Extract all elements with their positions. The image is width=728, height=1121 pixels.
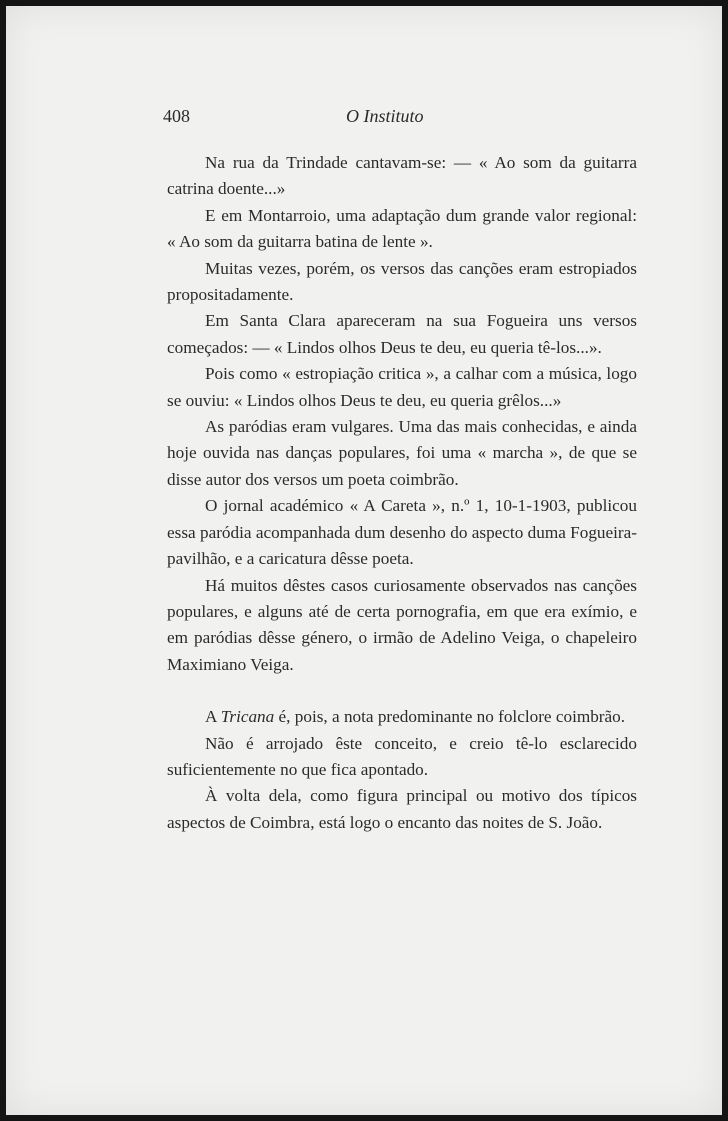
book-page bbox=[6, 6, 722, 1115]
tricana-paragraph bbox=[167, 704, 637, 730]
paragraph: Não é arrojado êste conceito, e creio tê-lo esclarecido suficientemente no que fica apontado. bbox=[167, 733, 637, 779]
paragraph: Muitas vezes, porém, os versos das canções eram estropiados propositadamente. bbox=[167, 258, 637, 305]
section-gap bbox=[167, 678, 637, 704]
running-title: O Instituto bbox=[346, 106, 424, 126]
tricana-italic: Tricana bbox=[220, 707, 275, 727]
paragraph: E em Montarroio, uma adaptação dum grande valor regional: « Ao som da guitarra batina de lente ». bbox=[167, 205, 637, 252]
paragraph: À volta dela, como figura principal ou motivo dos típicos aspectos de Coimbra, está logo o encanto das noites de S. João. bbox=[167, 786, 637, 832]
paragraph: Pois como « estropiação critica », a calhar com a música, logo se ouviu: « Lindos olhos Deus te deu, eu queria grêlos...» bbox=[167, 364, 637, 410]
paragraph: O jornal académico « A Careta », n.º 1, 10-1-1903, publicou essa paródia acompanhada dum desenho do aspecto duma Fogueira-pavilhão, e a caricatura dêsse poeta. bbox=[167, 496, 637, 569]
tricana-text-before: A bbox=[205, 707, 221, 727]
page-number: 408 bbox=[163, 106, 190, 126]
paragraph: Na rua da Trindade cantavam-se: — « Ao som da guitarra catrina doente...» bbox=[167, 153, 637, 199]
tricana-text-after: é, pois, a nota predominante no folclore coimbrão. bbox=[274, 707, 626, 727]
body-text bbox=[167, 150, 637, 836]
paragraph: As paródias eram vulgares. Uma das mais conhecidas, e ainda hoje ouvida nas danças populares, foi uma « marcha », de que se disse autor dos versos um poeta coimbrão. bbox=[167, 417, 637, 489]
paragraph: Há muitos dêstes casos curiosamente observados nas canções populares, e alguns até de certa pornografia, em que era exímio, e em paródias dêsse género, o irmão de Adelino Veiga, o chapeleiro Maximiano Veiga. bbox=[167, 575, 637, 674]
page-header bbox=[163, 106, 643, 130]
paragraph: Em Santa Clara apareceram na sua Fogueira uns versos começados: — « Lindos olhos Deus te deu, eu queria tê-los...». bbox=[167, 311, 637, 357]
